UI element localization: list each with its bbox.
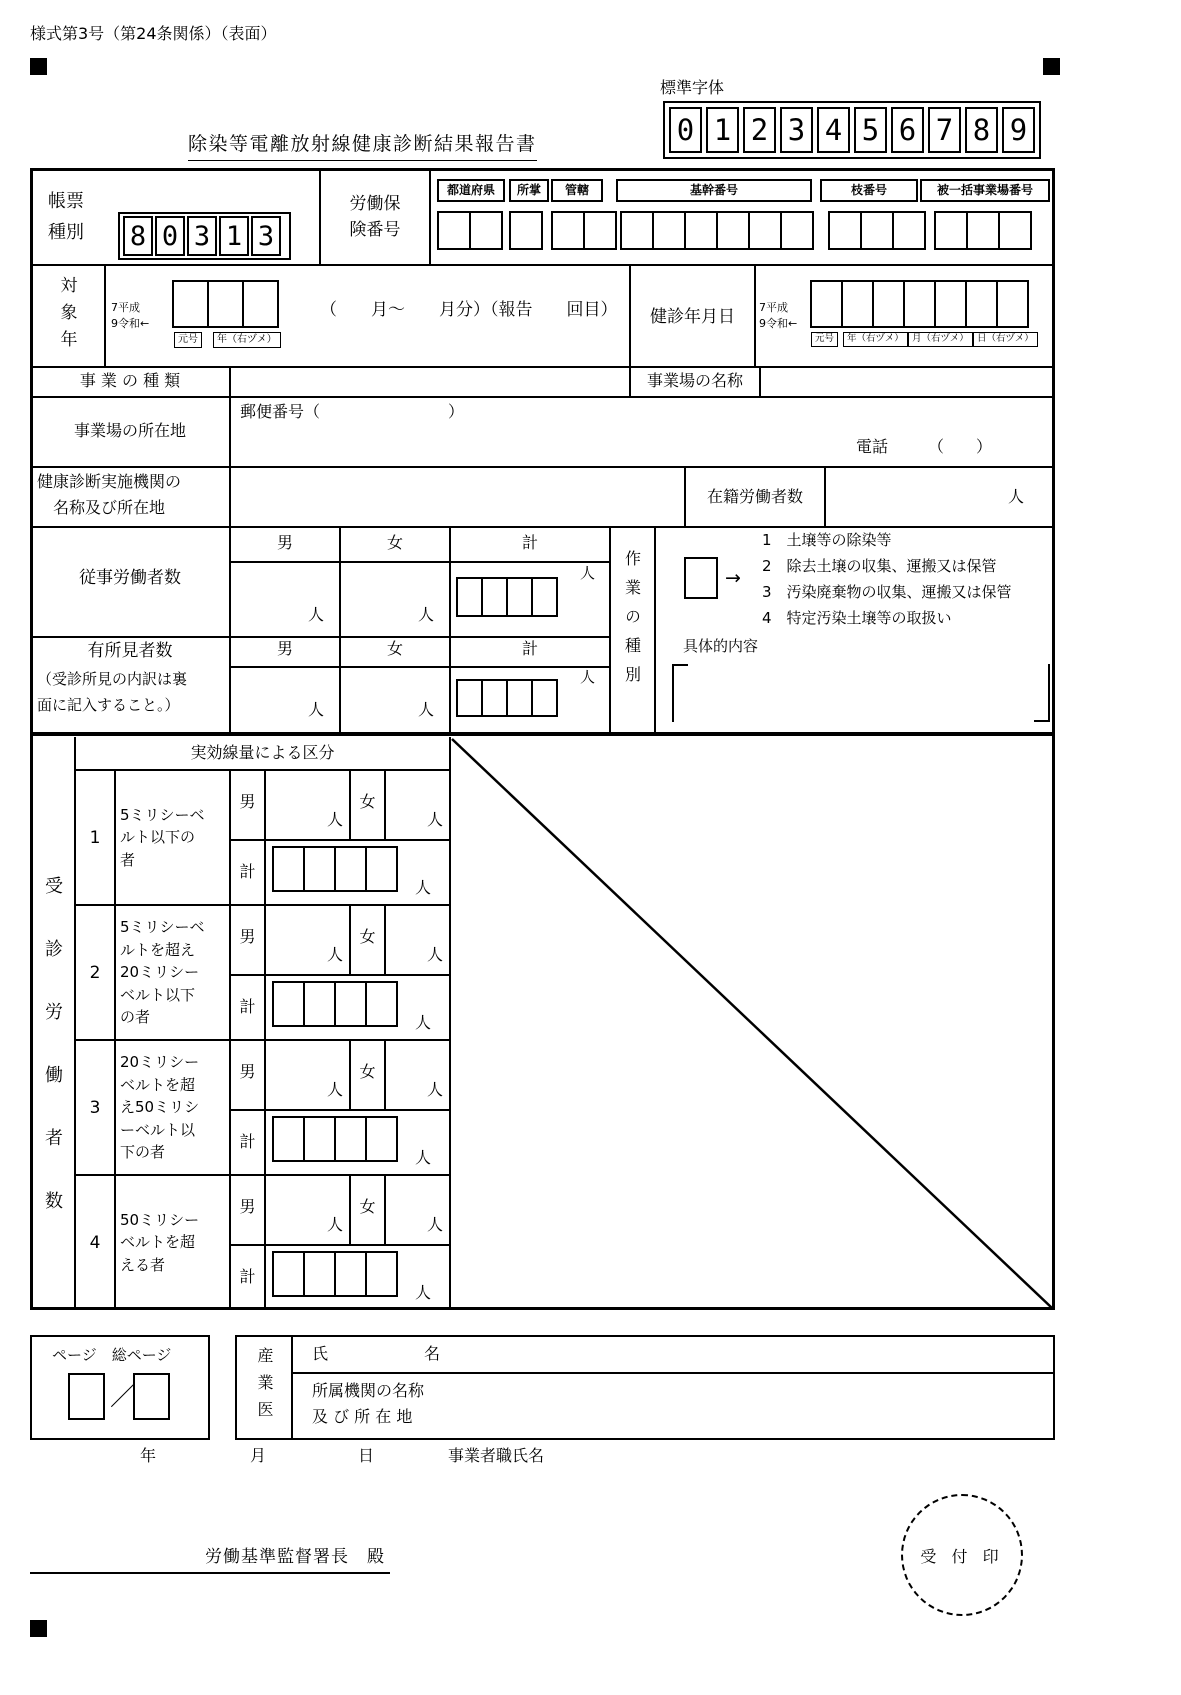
unit-person: 人: [417, 605, 434, 624]
input-box[interactable]: [334, 981, 367, 1027]
page-count-labels: ページ 総ページ: [52, 1346, 172, 1364]
input-box[interactable]: [652, 211, 686, 250]
total-page-box[interactable]: [133, 1373, 170, 1420]
input-box[interactable]: [748, 211, 782, 250]
standard-digit: 7: [928, 107, 961, 153]
input-box[interactable]: [303, 981, 336, 1027]
insurance-header-jurisdiction: 所掌: [509, 179, 549, 202]
dose-row-category: 50ミリシーベルトを超える者: [120, 1210, 200, 1274]
work-type-code-box[interactable]: [684, 557, 718, 599]
input-box[interactable]: [172, 280, 209, 328]
grid-line: [229, 770, 231, 1310]
male-header: 男: [276, 639, 293, 658]
input-box[interactable]: [965, 280, 998, 328]
input-box[interactable]: [892, 211, 926, 250]
exam-date-era-note-2: 9令和←: [759, 317, 798, 330]
unit-person: 人: [426, 945, 443, 964]
exam-date-boxes: [810, 280, 1027, 328]
unit-person: 人: [1008, 487, 1025, 506]
male-label: 男: [239, 1062, 256, 1081]
dose-row-number: 2: [89, 963, 101, 983]
findings-note-line2: 面に記入すること。）: [37, 696, 180, 714]
insurance-boxes-office: [551, 211, 615, 250]
month-label: 月: [250, 1446, 267, 1465]
total-header: 計: [521, 533, 538, 552]
total-label: 計: [239, 1132, 256, 1151]
unit-person: 人: [580, 668, 596, 686]
input-box[interactable]: [437, 211, 471, 250]
detail-bracket-right: [1034, 664, 1050, 722]
input-box[interactable]: [334, 846, 367, 892]
dose-total-boxes: [272, 1116, 396, 1162]
enrolled-workers-label: 在籍労働者数: [706, 487, 803, 506]
total-header: 計: [521, 639, 538, 658]
male-header: 男: [276, 533, 293, 552]
work-detail-label: 具体的内容: [683, 637, 759, 655]
work-type-item-3: 3 汚染廃棄物の収集、運搬又は保管: [762, 583, 1012, 601]
day-label: 日: [358, 1446, 375, 1465]
era-tag: 元号: [811, 332, 838, 347]
dose-total-boxes: [272, 846, 396, 892]
grid-line: [291, 1372, 1055, 1374]
input-box[interactable]: [841, 280, 874, 328]
input-box[interactable]: [583, 211, 617, 250]
standard-digit: 9: [1002, 107, 1035, 153]
input-box[interactable]: [365, 981, 398, 1027]
grid-line: [654, 527, 656, 733]
report-period-text: （ 月～ 月分）（報告 回目）: [320, 300, 618, 320]
unit-person: 人: [307, 605, 324, 624]
target-year-boxes: [172, 280, 277, 328]
insurance-header-consolidated: 被一括事業場番号: [920, 179, 1050, 202]
work-type-label: 作業の種別: [622, 550, 642, 695]
input-box[interactable]: [872, 280, 905, 328]
input-box[interactable]: [934, 280, 967, 328]
male-label: 男: [239, 792, 256, 811]
insurance-boxes-consolidated: [934, 211, 1030, 250]
unit-person: 人: [417, 700, 434, 719]
receipt-stamp-label: 受 付 印: [920, 1546, 1004, 1566]
standard-digit: 5: [854, 107, 887, 153]
insurance-header-branch-number: 枝番号: [820, 179, 918, 202]
grid-line: [30, 732, 1055, 736]
year-label: 年: [140, 1446, 157, 1465]
page-number-box[interactable]: [68, 1373, 105, 1420]
input-box[interactable]: [303, 1251, 336, 1297]
dose-row-category: 5ミリシーベルトを超え20ミリシーベルト以下の者: [120, 918, 205, 1027]
total-label: 計: [239, 862, 256, 881]
physician-label: 産業医: [255, 1347, 274, 1428]
input-box[interactable]: [780, 211, 814, 250]
page-slash: ／: [110, 1382, 137, 1412]
input-box[interactable]: [365, 846, 398, 892]
insurance-label-line2: 険番号: [349, 220, 401, 240]
grid-line: [74, 737, 76, 1310]
signature-line: [30, 1572, 390, 1574]
input-box[interactable]: [531, 577, 558, 617]
era-tag: 元号: [174, 332, 202, 348]
exam-date-label: 健診年月日: [650, 307, 735, 327]
form-type-digit: 3: [251, 216, 281, 256]
input-box[interactable]: [509, 211, 543, 250]
unit-person: 人: [326, 1215, 343, 1234]
female-label: 女: [359, 927, 376, 946]
grid-line: [30, 366, 1055, 368]
registration-mark-bottom-left: [30, 1620, 47, 1637]
grid-line: [30, 264, 1055, 266]
input-box[interactable]: [481, 577, 508, 617]
input-box[interactable]: [242, 280, 279, 328]
findings-note-line1: （受診所見の内訳は裏: [37, 670, 188, 688]
input-box[interactable]: [207, 280, 244, 328]
form-type-label-line1: 帳票: [48, 191, 84, 212]
dose-row-number: 4: [89, 1233, 101, 1253]
input-box[interactable]: [456, 679, 483, 717]
page-title: 除染等電離放射線健康診断結果報告書: [188, 132, 537, 161]
total-label: 計: [239, 997, 256, 1016]
insurance-header-prefecture: 都道府県: [437, 179, 505, 202]
grid-line: [230, 839, 450, 841]
total-label: 計: [239, 1267, 256, 1286]
standard-font-label: 標準字体: [660, 78, 725, 97]
form-type-code-row: [123, 216, 281, 256]
input-box[interactable]: [469, 211, 503, 250]
standard-digits-row: [669, 107, 1035, 153]
form-type-digit: 1: [219, 216, 249, 256]
year-tag: 年（右ヅメ）: [213, 332, 281, 348]
target-year-label: 対象年: [56, 276, 77, 357]
dose-row-category: 20ミリシーベルトを超え50ミリシーベルト以下の者: [120, 1053, 200, 1162]
standard-digit: 6: [891, 107, 924, 153]
exam-date-era-note-1: 7平成: [759, 301, 788, 314]
input-box[interactable]: [303, 846, 336, 892]
standard-digit: 1: [706, 107, 739, 153]
business-type-label: 事 業 の 種 類: [79, 371, 181, 390]
exam-org-label-line2: 名称及び所在地: [53, 498, 166, 517]
arrow-icon: →: [725, 567, 741, 589]
dose-row-number: 1: [89, 828, 101, 848]
grid-line: [230, 1109, 450, 1111]
female-label: 女: [359, 792, 376, 811]
grid-line: [230, 974, 450, 976]
standard-digit: 2: [743, 107, 776, 153]
dose-row-number: 3: [89, 1098, 101, 1118]
input-box[interactable]: [303, 1116, 336, 1162]
work-type-item-1: 1 土壌等の除染等: [762, 531, 892, 549]
input-box[interactable]: [810, 280, 843, 328]
grid-line: [30, 526, 1055, 528]
month-tag: 月（右ヅメ）: [908, 332, 973, 347]
form-type-label-line2: 種別: [48, 222, 84, 243]
input-box[interactable]: [998, 211, 1032, 250]
unit-person: 人: [415, 1283, 432, 1302]
grid-line: [114, 770, 116, 1310]
grid-line: [30, 396, 1055, 398]
findings-total-boxes: [456, 679, 556, 717]
form-type-digit: 8: [123, 216, 153, 256]
unit-person: 人: [580, 564, 596, 582]
input-box[interactable]: [903, 280, 936, 328]
insurance-label-line1: 労働保: [349, 194, 401, 214]
insurance-boxes-base: [620, 211, 812, 250]
physician-org-label-1: 所属機関の名称: [312, 1381, 425, 1400]
input-box[interactable]: [966, 211, 1000, 250]
form-type-digit: 3: [187, 216, 217, 256]
exam-org-label-line1: 健康診断実施機関の: [37, 472, 182, 491]
grid-line: [230, 666, 610, 668]
director-label: 労働基準監督署長 殿: [205, 1547, 385, 1567]
male-label: 男: [239, 1197, 256, 1216]
unit-person: 人: [426, 810, 443, 829]
input-box[interactable]: [481, 679, 508, 717]
female-header: 女: [386, 639, 403, 658]
dose-section-header: 実効線量による区分: [190, 743, 335, 762]
input-box[interactable]: [684, 211, 718, 250]
physician-name-label: 氏 名: [312, 1344, 441, 1363]
dose-total-boxes: [272, 981, 396, 1027]
female-label: 女: [359, 1197, 376, 1216]
input-box[interactable]: [551, 211, 585, 250]
registration-mark-top-left: [30, 58, 47, 75]
insurance-boxes-jurisdiction: [509, 211, 541, 250]
detail-bracket-left: [672, 664, 688, 722]
input-box[interactable]: [272, 1116, 305, 1162]
input-box[interactable]: [506, 577, 533, 617]
input-box[interactable]: [716, 211, 750, 250]
engaged-workers-label: 従事労働者数: [79, 568, 181, 588]
findings-label: 有所見者数: [87, 641, 173, 661]
unit-person: 人: [426, 1215, 443, 1234]
insurance-header-base-number: 基幹番号: [616, 179, 812, 202]
postal-code-label: 郵便番号（ ）: [240, 402, 465, 421]
workplace-name-label: 事業場の名称: [646, 371, 743, 390]
grid-line: [291, 1335, 293, 1440]
phone-label: 電話 （ ）: [856, 437, 993, 456]
target-year-era-note-2: 9令和←: [111, 317, 150, 330]
unit-person: 人: [326, 945, 343, 964]
input-box[interactable]: [531, 679, 558, 717]
form-number: 様式第3号（第24条関係）（表面）: [30, 24, 277, 43]
grid-line: [230, 561, 610, 563]
unit-person: 人: [307, 700, 324, 719]
grid-line: [429, 168, 431, 265]
unit-person: 人: [415, 1013, 432, 1032]
unit-person: 人: [326, 810, 343, 829]
grid-line: [30, 636, 610, 638]
input-box[interactable]: [272, 981, 305, 1027]
input-box[interactable]: [860, 211, 894, 250]
input-box[interactable]: [272, 846, 305, 892]
female-label: 女: [359, 1062, 376, 1081]
standard-digit: 3: [780, 107, 813, 153]
grid-line: [449, 737, 451, 1310]
input-box[interactable]: [996, 280, 1029, 328]
input-box[interactable]: [456, 577, 483, 617]
standard-digit: 0: [669, 107, 702, 153]
input-box[interactable]: [272, 1251, 305, 1297]
dose-row-category: 5ミリシーベルト以下の者: [120, 805, 205, 869]
examined-workers-label: 受診労働者数: [42, 876, 63, 1254]
target-year-era-note-1: 7平成: [111, 301, 140, 314]
input-box[interactable]: [334, 1116, 367, 1162]
grid-line: [30, 466, 1055, 468]
unit-person: 人: [326, 1080, 343, 1099]
work-type-item-2: 2 除去土壌の収集、運搬又は保管: [762, 557, 997, 575]
physician-org-label-2: 及 び 所 在 地: [312, 1407, 413, 1426]
work-type-item-4: 4 特定汚染土壌等の取扱い: [762, 609, 952, 627]
input-box[interactable]: [365, 1251, 398, 1297]
standard-digit: 4: [817, 107, 850, 153]
unit-person: 人: [426, 1080, 443, 1099]
unit-person: 人: [415, 1148, 432, 1167]
unit-person: 人: [415, 878, 432, 897]
input-box[interactable]: [620, 211, 654, 250]
employer-name-label: 事業者職氏名: [448, 1446, 545, 1465]
male-label: 男: [239, 927, 256, 946]
input-box[interactable]: [506, 679, 533, 717]
insurance-boxes-prefecture: [437, 211, 501, 250]
day-tag: 日（右ヅメ）: [973, 332, 1038, 347]
grid-line: [230, 1244, 450, 1246]
grid-line: [319, 168, 321, 265]
engaged-total-boxes: [456, 577, 556, 617]
insurance-header-office: 管轄: [551, 179, 603, 202]
workplace-address-label: 事業場の所在地: [73, 421, 186, 440]
input-box[interactable]: [365, 1116, 398, 1162]
input-box[interactable]: [934, 211, 968, 250]
dose-total-boxes: [272, 1251, 396, 1297]
receipt-stamp-circle: [901, 1494, 1023, 1616]
input-box[interactable]: [334, 1251, 367, 1297]
input-box[interactable]: [828, 211, 862, 250]
female-header: 女: [386, 533, 403, 552]
form-type-digit: 0: [155, 216, 185, 256]
year-tag: 年（右ヅメ）: [843, 332, 908, 347]
insurance-boxes-branch: [828, 211, 924, 250]
standard-digit: 8: [965, 107, 998, 153]
grid-line: [104, 265, 106, 367]
registration-mark-top-right: [1043, 58, 1060, 75]
